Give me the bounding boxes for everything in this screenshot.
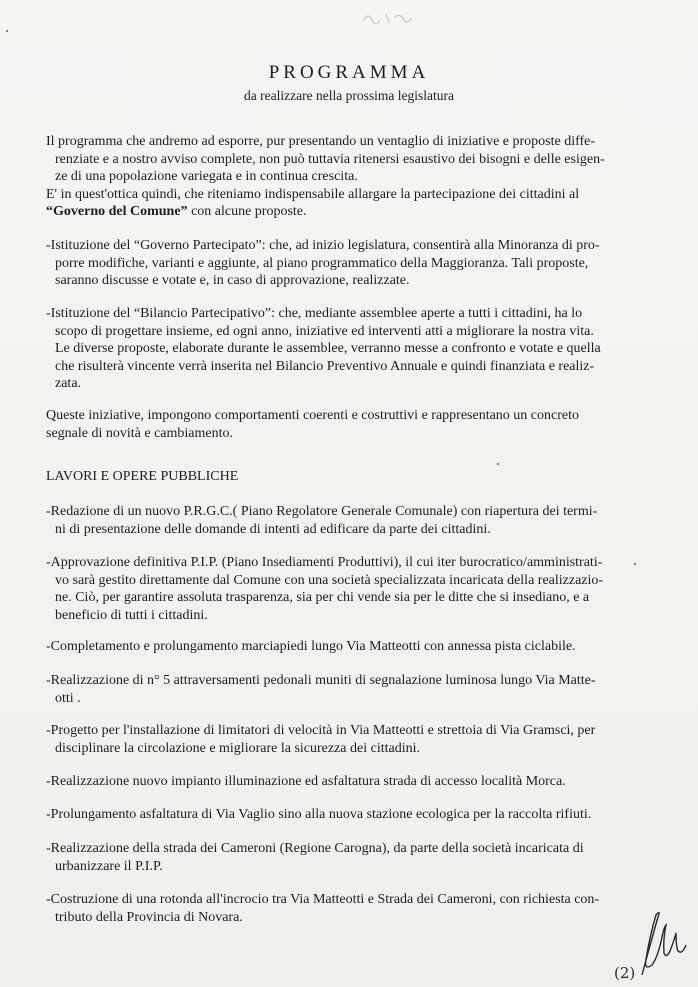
item-line: -Progetto per l'installazione di limitatori di velocità in Via Matteotti e strettoia di Via Gramsci, per [46, 723, 596, 738]
lavori-item [46, 672, 646, 707]
lavori-item [46, 722, 646, 757]
item-line: urbanizzare il P.I.P. [55, 858, 163, 874]
item-line: -Realizzazione di n° 5 attraversamenti pedonali muniti di segnalazione luminosa lungo Via Matte- [46, 673, 596, 688]
intro-line: E' in quest'ottica quindi, che riteniamo indispensabile allargare la partecipazione dei cittadini al [46, 186, 580, 202]
bilancio-partecipativo-paragraph [46, 305, 646, 393]
governo-partecipato-paragraph [46, 237, 646, 290]
paragraph-line: -Istituzione del “Bilancio Partecipativo”: che, mediante assemblee aperte a tutti i cittadini, ha lo [46, 306, 583, 321]
lavori-item [46, 806, 646, 824]
item-line: disciplinare la circolazione e migliorare la sicurezza dei cittadini. [55, 740, 420, 756]
speck [497, 463, 499, 465]
document-title: PROGRAMMA [268, 62, 430, 83]
paragraph-line: -Istituzione del “Governo Partecipato”: che, ad inizio legislatura, consentirà alla Minoranza di pro- [46, 238, 600, 253]
paragraph-line: segnale di novità e cambiamento. [46, 425, 233, 441]
paragraph-line: scopo di progettare insieme, ed ogni anno, iniziative ed interventi atti a migliorare la nostra vita. [55, 323, 594, 339]
lavori-item [46, 840, 646, 875]
lavori-item [46, 891, 646, 926]
section-heading: LAVORI E OPERE PUBBLICHE [46, 469, 239, 484]
speck [6, 30, 8, 32]
handwritten-page-mark [612, 905, 692, 985]
item-line: vo sarà gestito direttamente dal Comune con una società specializzata incaricata della realizzazio- [55, 572, 604, 588]
item-line: -Realizzazione della strada dei Cameroni (Regione Carogna), da parte della società incaricata di [46, 841, 584, 856]
document-subtitle: da realizzare nella prossima legislatura [244, 88, 454, 103]
page-number-mark: (2) [614, 964, 636, 982]
item-line: beneficio di tutti i cittadini. [55, 607, 208, 623]
paragraph-line: Le diverse proposte, elaborate durante le assemblee, verranno messe a confronto e votate e quella [55, 341, 601, 357]
item-line: otti . [55, 690, 81, 706]
conclusione-paragraph [46, 407, 646, 442]
intro-line: ze di una popolazione variegata e in continua crescita. [55, 169, 358, 185]
intro-tail: con alcune proposte. [187, 204, 307, 220]
item-line: -Prolungamento asfaltatura di Via Vaglio sino alla nuova stazione ecologica per la raccolta rifiuti. [46, 807, 592, 822]
governo-del-comune-emphasis: “Governo del Comune” [46, 204, 188, 220]
intro-paragraph [46, 133, 646, 221]
item-line: -Costruzione di una rotonda all'incrocio tra Via Matteotti e Strada dei Cameroni, con richiesta con- [46, 892, 600, 907]
intro-line: Il programma che andremo ad esporre, pur presentando un ventaglio di iniziative e proposte diffe- [46, 134, 596, 149]
lavori-item [46, 503, 646, 538]
intro-line: renziate e a nostro avviso complete, non può tuttavia ritenersi esaustivo dei bisogni e delle esigen- [55, 151, 605, 167]
item-line: tributo della Provincia di Novara. [55, 909, 243, 925]
paragraph-line: porre modifiche, varianti e aggiunte, al piano programmatico della Maggioranza. Tali proposte, [55, 255, 589, 271]
faint-handwriting-mark [360, 8, 420, 26]
lavori-item [46, 638, 646, 656]
item-line: -Completamento e prolungamento marciapiedi lungo Via Matteotti con annessa pista ciclabile. [46, 639, 576, 654]
paragraph-line: zata. [55, 376, 82, 392]
paragraph-line: che risulterà vincente verrà inserita nel Bilancio Preventivo Annuale e quindi finanziata e realiz- [55, 358, 595, 374]
paragraph-line: Queste iniziative, impongono comportamenti coerenti e costruttivi e rappresentano un concreto [46, 408, 579, 423]
speck [634, 563, 636, 565]
lavori-item [46, 554, 646, 624]
item-line: -Realizzazione nuovo impianto illuminazione ed asfaltatura strada di accesso località Morca. [46, 774, 566, 789]
lavori-item [46, 773, 646, 791]
item-line: -Approvazione definitiva P.I.P. (Piano Insediamenti Produttivi), il cui iter burocratico/amministrati- [46, 555, 603, 570]
item-line: ni di presentazione delle domande di intenti ad edificare da parte dei cittadini. [55, 521, 491, 537]
item-line: ne. Ciò, per garantire assoluta trasparenza, sia per chi vende sia per le ditte che si insediano, e a [55, 590, 590, 606]
item-line: -Redazione di un nuovo P.R.G.C.( Piano Regolatore Generale Comunale) con riapertura dei termi- [46, 504, 598, 519]
paragraph-line: saranno discusse e votate e, in caso di approvazione, realizzate. [55, 273, 410, 289]
